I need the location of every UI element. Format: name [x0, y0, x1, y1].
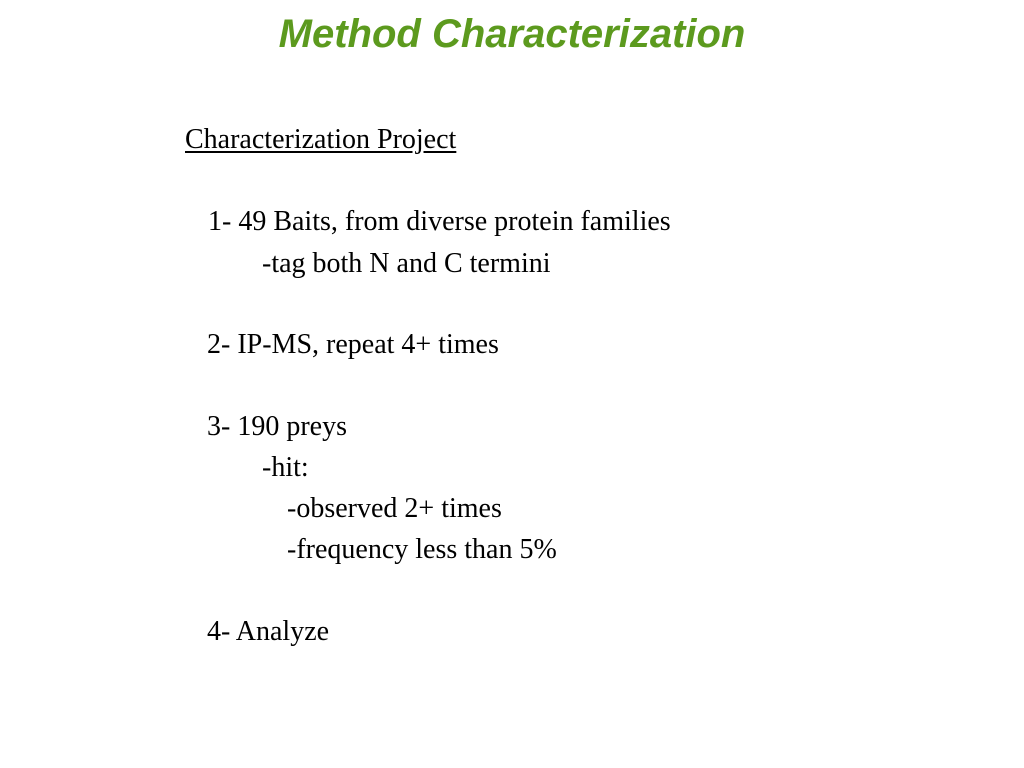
list-item-4: 4- Analyze: [207, 616, 330, 647]
list-item-1-sub-1: -tag both N and C termini: [262, 248, 551, 279]
list-item-1: 1- 49 Baits, from diverse protein families: [208, 206, 671, 237]
list-item-2: 2- IP-MS, repeat 4+ times: [207, 329, 499, 360]
list-item-3-sub-2: -observed 2+ times: [287, 493, 502, 524]
list-item-3-sub-1: -hit:: [262, 452, 309, 483]
slide-title: Method Characterization: [278, 12, 746, 56]
section-heading: Characterization Project: [185, 124, 457, 155]
list-item-3-sub-3: -frequency less than 5%: [287, 534, 557, 565]
list-item-3: 3- 190 preys: [207, 411, 347, 442]
